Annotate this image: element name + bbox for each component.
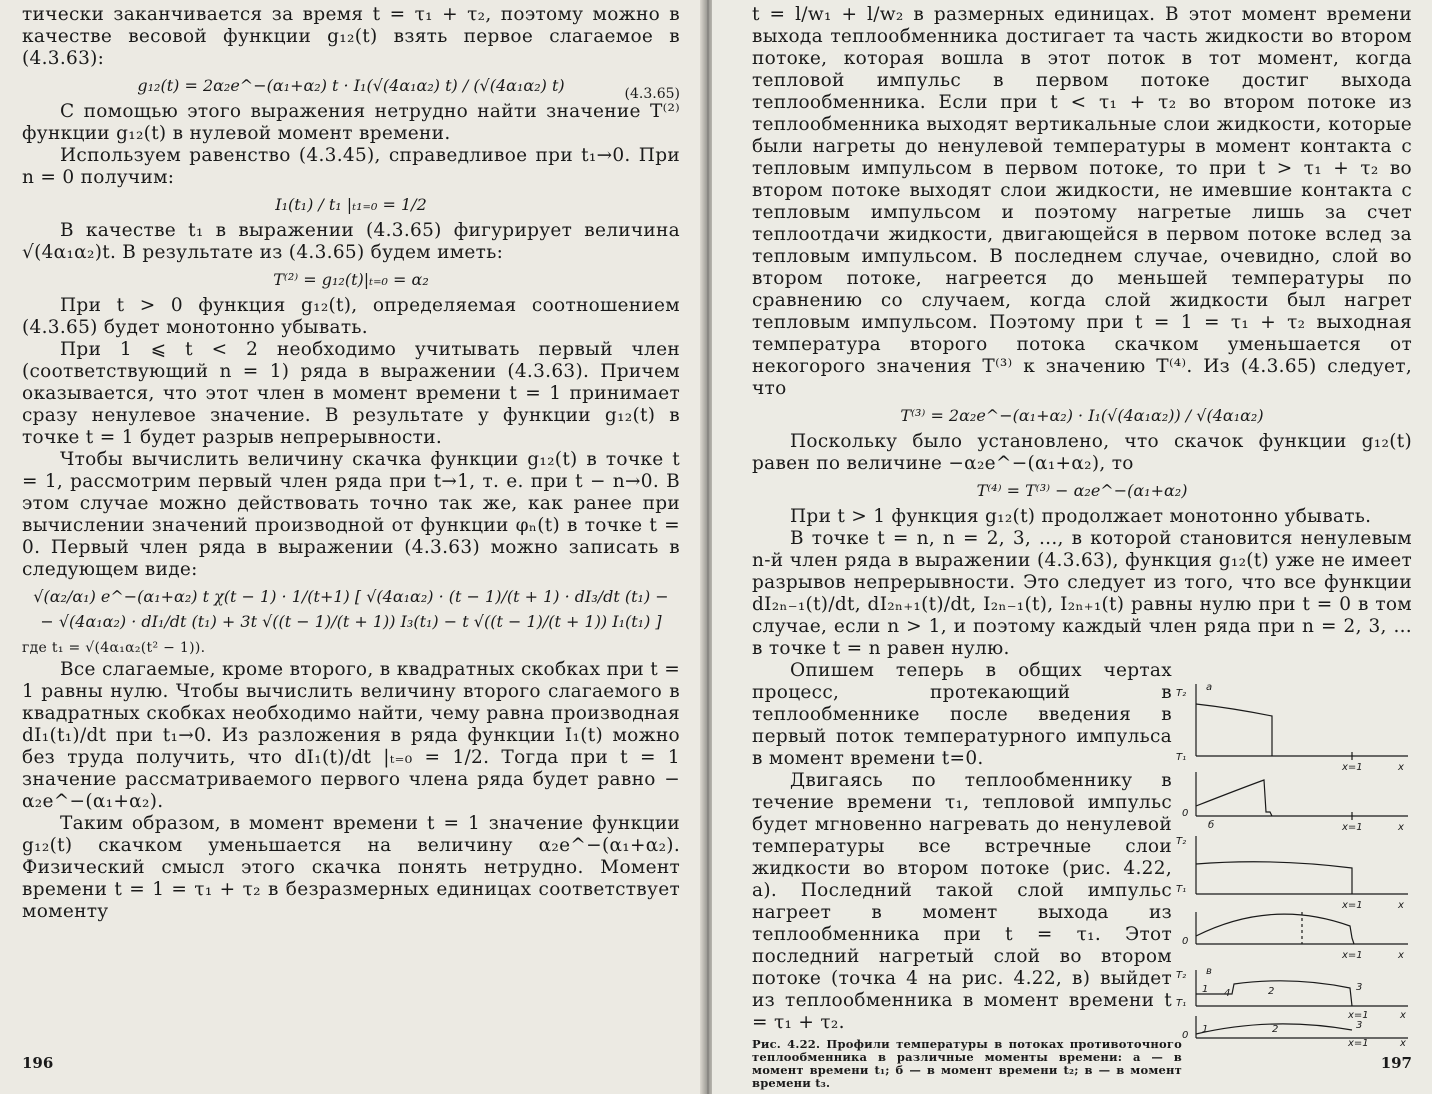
label-x: x <box>1398 950 1404 961</box>
right-paragraph-4: В точке t = n, n = 2, 3, ..., в которой становится ненулевым n-й член ряда в выражении (4.3.63), функция g₁₂(t) уже не имеет разрывов непрерывности. Это следует из того, что все функции dI₂ₙ₋₁(t)/dt, dI₂ₙ₊₁(t)/dt, I₂ₙ₋₁(t), I₂ₙ₊₁(t) равны нулю при t = 0 в том случае, если n > 1, и поэтому каждый член ряда при n = 2, 3, ... в точке t = n равен нулю. <box>752 528 1412 659</box>
right-paragraph-5: Опишем теперь в общих чертах процесс, протекающий в теплообменнике после введения в первый поток температурного импульса в момент времени t=0. <box>752 660 1172 769</box>
left-paragraph-8: Все слагаемые, кроме второго, в квадратных скобках при t = 1 равны нулю. Чтобы вычислить величину второго слагаемого в квадратных скобках необходимо найти, чему равна производная dI₁(t₁)/dt при t₁→0. Из разложения в ряда функции I₁(t) можно без труда получить, что dI₁(t)/dt |ₜ₌₀ = 1/2. Тогда при t = 1 значение рассматриваемого первого члена ряда будет равно − α₂e^−(α₁+α₂). <box>22 659 680 812</box>
label-zero: 0 <box>1182 936 1189 947</box>
right-equation-1: T⁽³⁾ = 2α₂e^−(α₁+α₂) · I₁(√(4α₁α₂)) / √(4α₁α₂) <box>900 406 1264 425</box>
label-x1: x=1 <box>1342 762 1363 773</box>
right-page <box>712 0 1432 1094</box>
label-x: x <box>1398 900 1404 911</box>
label-x: x <box>1398 822 1404 833</box>
profile-curve <box>1196 780 1272 816</box>
label-t2: T₂ <box>1176 970 1187 981</box>
right-paragraph-1: t = l/w₁ + l/w₂ в размерных единицах. В этот момент времени выхода теплообменника достигает та часть жидкости во втором потоке, которая вошла в этот поток в тот момент, когда тепловой импульс в первом потоке достиг выхода теплообменника. Если при t < τ₁ + τ₂ во втором потоке из теплообменника выходят вертикальные слои жидкости, которые были нагреты до ненулевой температуры в момент контакта с тепловым импульсом в первом потоке, то при t > τ₁ + τ₂ во втором потоке выходят слои жидкости, не имевшие контакта с тепловым импульсом и поэтому нагретые лишь за счет теплоотдачи жидкости, двигающейся в первом потоке вслед за тепловым импульсом. В последнем случае, очевидно, слой во втором потоке, нагреется до меньшей температуры по сравнению со случаем, когда слой жидкости был нагрет тепловым импульсом. Поэтому при t = 1 = τ₁ + τ₂ выходная температура второго потока скачком уменьшается от некогорого значения T⁽³⁾ к значению T⁽⁴⁾. Из (4.3.65) следует, что <box>752 4 1412 399</box>
profile-curve <box>1196 862 1352 894</box>
label-letter: б <box>1208 820 1215 831</box>
point-3: 3 <box>1356 1020 1363 1031</box>
left-equation-1: g₁₂(t) = 2α₂e^−(α₁+α₂) t · I₁(√(4α₁α₂) t) / (√(4α₁α₂) t) (4.3.65) <box>137 76 680 102</box>
figure-caption: Рис. 4.22. Профили температуры в потоках противоточного теплообменника в различные моменты времени: а — в момент времени t₁; б — в момент времени t₂; в — в момент времени t₃. <box>752 1037 1182 1090</box>
left-equation-4a: √(α₂/α₁) e^−(α₁+α₂) t χ(t − 1) · 1/(t+1) [ √(4α₁α₂) · (t − 1)/(t + 1) · dI₃/dt (t₁) − <box>33 587 669 606</box>
label-t1: T₁ <box>1176 998 1187 1009</box>
label-x1: x=1 <box>1348 1038 1369 1046</box>
label-zero: 0 <box>1182 1030 1189 1041</box>
left-paragraph-4: В качестве t₁ в выражении (4.3.65) фигурирует величина √(4α₁α₂)t. В результате из (4.3.65) будем иметь: <box>22 220 680 263</box>
equation-number: (4.3.65) <box>624 86 680 102</box>
label-zero: 0 <box>1182 808 1189 819</box>
profile-curve <box>1196 914 1354 944</box>
label-x1: x=1 <box>1342 900 1363 911</box>
panel-a <box>1196 684 1408 820</box>
left-equation-4b: − √(4α₁α₂) · dI₁/dt (t₁) + 3t √((t − 1)/(t + 1)) I₃(t₁) − t √((t − 1)/(t + 1)) I₁(t₁) ] <box>40 612 662 631</box>
left-paragraph-3: Используем равенство (4.3.45), справедливое при t₁→0. При n = 0 получим: <box>22 145 680 188</box>
point-1: 1 <box>1202 1024 1209 1035</box>
left-equation-3: T⁽²⁾ = g₁₂(t)|ₜ₌₀ = α₂ <box>273 270 429 289</box>
left-paragraph-6: При 1 ⩽ t < 2 необходимо учитывать первый член (соответствующий n = 1) ряда в выражении (4.3.63). Причем оказывается, что этот член в момент времени t = 1 принимает сразу ненулевое значение. В результате у функции g₁₂(t) в точке t = 1 будет разрыв непрерывности. <box>22 339 680 448</box>
right-paragraph-2: Поскольку было установлено, что скачок функции g₁₂(t) равен по величине −α₂e^−(α₁+α₂), то <box>752 431 1412 474</box>
figure-4-22 <box>1172 676 1412 1046</box>
panel-b <box>1196 836 1408 944</box>
right-text-column <box>752 660 1182 1090</box>
left-paragraph-7: Чтобы вычислить величину скачка функции g₁₂(t) в точке t = 1, рассмотрим первый член ряда при t→1, т. е. при t − n→0. В этом случае можно действовать точно так же, как ранее при вычислении значений производной от функции φₙ(t) в точке t = 0. Первый член ряда в выражении (4.3.63) можно записать в следующем виде: <box>22 449 680 580</box>
temperature-profile-diagram <box>1172 676 1412 1046</box>
panel-c <box>1196 970 1408 1038</box>
panel-a-labels <box>1176 682 1404 833</box>
right-equation-2: T⁽⁴⁾ = T⁽³⁾ − α₂e^−(α₁+α₂) <box>976 481 1188 500</box>
label-t2: T₂ <box>1176 688 1187 699</box>
left-paragraph-1: тически заканчивается за время t = τ₁ + τ₂, поэтому можно в качестве весовой функции g₁₂(t) взять первое слагаемое в (4.3.63): <box>22 4 680 69</box>
point-1: 1 <box>1202 984 1209 995</box>
left-paragraph-5: При t > 0 функция g₁₂(t), определяемая соотношением (4.3.65) будет монотонно убывать. <box>22 295 680 338</box>
right-paragraph-6: Двигаясь по теплообменнику в течение времени τ₁, тепловой импульс будет мгновенно нагревать до ненулевой температуры все встречные слои жидкости во втором потоке (рис. 4.22, а). Последний такой слой импульс нагреет в момент выхода из теплообменника при t = τ₁. Этот последний нагретый слой во втором потоке (точка 4 на рис. 4.22, в) выйдет из теплообменника в момент времени t = τ₁ + τ₂. <box>752 770 1172 1033</box>
label-letter: а <box>1206 682 1213 693</box>
label-x: x <box>1400 1010 1406 1021</box>
right-paragraph-3: При t > 1 функция g₁₂(t) продолжает монотонно убывать. <box>790 506 1372 527</box>
label-x1: x=1 <box>1348 1010 1369 1021</box>
left-equation-2: I₁(t₁) / t₁ |ₜ₁₌₀ = 1/2 <box>275 195 427 214</box>
label-t1: T₁ <box>1176 884 1187 895</box>
point-4: 4 <box>1224 988 1231 999</box>
point-2: 2 <box>1272 1024 1279 1035</box>
page-number-right: 197 <box>1380 1054 1412 1072</box>
left-equation-4c: где t₁ = √(4α₁α₂(t² − 1)). <box>22 640 206 656</box>
left-paragraph-9: Таким образом, в момент времени t = 1 значение функции g₁₂(t) скачком уменьшается на величину α₂e^−(α₁+α₂). Физический смысл этого скачка понять нетрудно. Момент времени t = 1 = τ₁ + τ₂ в безразмерных единицах соответствует моменту <box>22 813 680 922</box>
label-x1: x=1 <box>1342 950 1363 961</box>
left-paragraph-2: С помощью этого выражения нетрудно найти значение T⁽²⁾ функции g₁₂(t) в нулевой момент времени. <box>22 101 680 144</box>
label-x: x <box>1400 1038 1406 1046</box>
label-t2: T₂ <box>1176 836 1187 847</box>
label-t1: T₁ <box>1176 752 1187 763</box>
label-letter: в <box>1206 966 1212 977</box>
panel-b-labels <box>1176 836 1404 961</box>
label-x1: x=1 <box>1342 822 1363 833</box>
profile-curve <box>1196 704 1272 756</box>
label-x: x <box>1398 762 1404 773</box>
page-number-left: 196 <box>22 1054 54 1072</box>
point-3: 3 <box>1356 982 1363 993</box>
left-page <box>0 0 706 1094</box>
point-2: 2 <box>1268 986 1275 997</box>
